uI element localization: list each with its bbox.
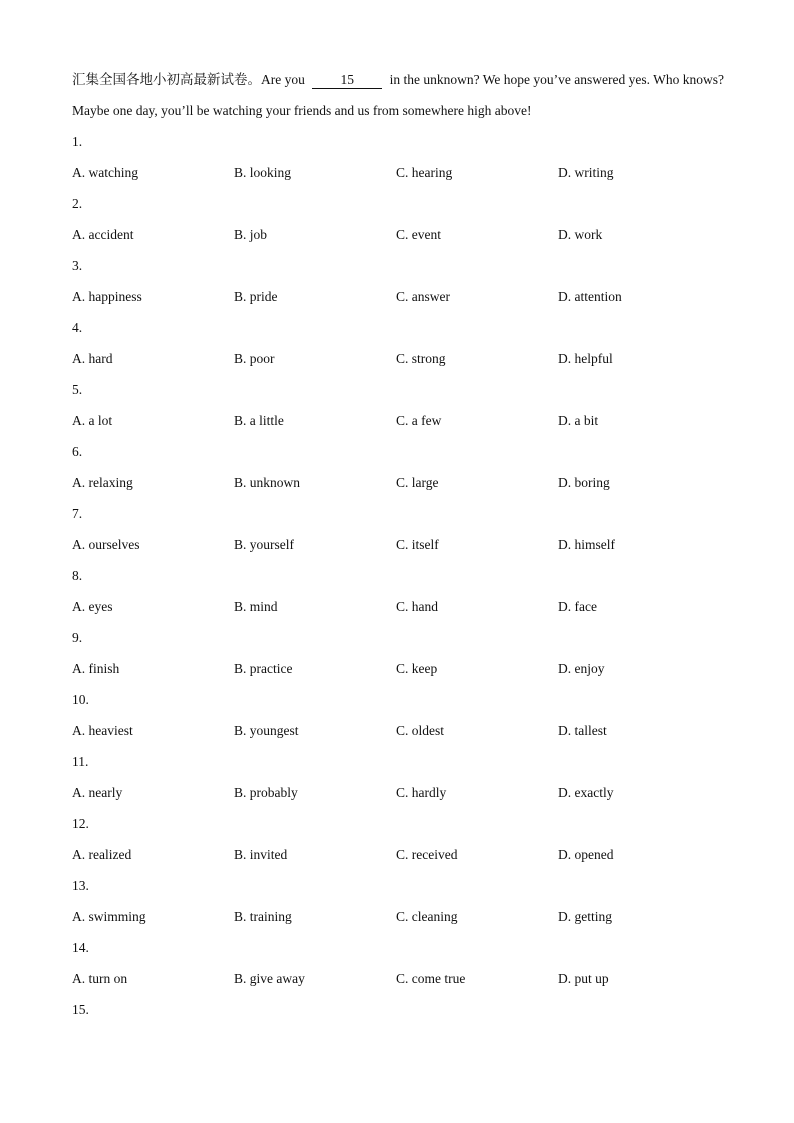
option-a: A. swimming bbox=[72, 909, 146, 924]
option-a: A. ourselves bbox=[72, 537, 140, 552]
option-c: C. hardly bbox=[396, 785, 447, 800]
option-d: D. boring bbox=[558, 475, 610, 490]
option-b: B. mind bbox=[234, 599, 278, 614]
question-item bbox=[72, 746, 732, 808]
question-item bbox=[72, 250, 732, 312]
question-number: 11. bbox=[72, 754, 89, 769]
option-d: D. enjoy bbox=[558, 661, 605, 676]
question-item bbox=[72, 498, 732, 560]
option-d: D. a bit bbox=[558, 413, 599, 428]
option-row bbox=[72, 839, 732, 870]
option-a: A. nearly bbox=[72, 785, 123, 800]
option-b: B. invited bbox=[234, 847, 288, 862]
option-b: B. give away bbox=[234, 971, 305, 986]
question-number: 2. bbox=[72, 196, 83, 211]
option-c: C. event bbox=[396, 227, 441, 242]
option-d: D. work bbox=[558, 227, 603, 242]
option-row bbox=[72, 467, 732, 498]
option-b: B. looking bbox=[234, 165, 292, 180]
option-row bbox=[72, 405, 732, 436]
question-number: 3. bbox=[72, 258, 83, 273]
question-item bbox=[72, 126, 732, 188]
option-a: A. relaxing bbox=[72, 475, 133, 490]
question-item bbox=[72, 932, 732, 994]
question-number: 9. bbox=[72, 630, 83, 645]
passage-text-after-blank: in the unknown? We hope you’ve answered yes. Who knows? Maybe one day, you’ll be watching your friends and us from somewhere high above! bbox=[72, 72, 724, 118]
option-b: B. probably bbox=[234, 785, 298, 800]
option-row bbox=[72, 529, 732, 560]
option-c: C. oldest bbox=[396, 723, 445, 738]
option-row bbox=[72, 281, 732, 312]
option-d: D. put up bbox=[558, 971, 609, 986]
option-row bbox=[72, 901, 732, 932]
option-c: C. large bbox=[396, 475, 439, 490]
option-c: C. strong bbox=[396, 351, 446, 366]
option-row bbox=[72, 343, 732, 374]
passage-text-before-blank: 汇集全国各地小初高最新试卷。Are you bbox=[72, 72, 305, 87]
option-row bbox=[72, 591, 732, 622]
question-number: 8. bbox=[72, 568, 83, 583]
option-d: D. face bbox=[558, 599, 597, 614]
blank-15: 15 bbox=[312, 72, 382, 89]
option-a: A. heaviest bbox=[72, 723, 133, 738]
option-row bbox=[72, 963, 732, 994]
option-d: D. himself bbox=[558, 537, 615, 552]
question-item bbox=[72, 374, 732, 436]
option-b: B. job bbox=[234, 227, 268, 242]
option-b: B. training bbox=[234, 909, 292, 924]
question-number: 7. bbox=[72, 506, 83, 521]
passage-text bbox=[72, 64, 732, 126]
option-d: D. getting bbox=[558, 909, 612, 924]
question-number: 6. bbox=[72, 444, 83, 459]
option-row bbox=[72, 157, 732, 188]
question-list bbox=[72, 126, 732, 1025]
question-item bbox=[72, 560, 732, 622]
option-c: C. answer bbox=[396, 289, 450, 304]
question-number: 13. bbox=[72, 878, 89, 893]
option-b: B. pride bbox=[234, 289, 278, 304]
question-item bbox=[72, 870, 732, 932]
question-item bbox=[72, 994, 732, 1025]
option-b: B. poor bbox=[234, 351, 275, 366]
question-number: 4. bbox=[72, 320, 83, 335]
option-a: A. realized bbox=[72, 847, 132, 862]
option-a: A. turn on bbox=[72, 971, 128, 986]
question-item bbox=[72, 622, 732, 684]
option-d: D. writing bbox=[558, 165, 614, 180]
option-b: B. practice bbox=[234, 661, 293, 676]
option-a: A. watching bbox=[72, 165, 138, 180]
option-b: B. yourself bbox=[234, 537, 294, 552]
option-b: B. a little bbox=[234, 413, 284, 428]
option-c: C. hand bbox=[396, 599, 438, 614]
question-item bbox=[72, 684, 732, 746]
option-a: A. eyes bbox=[72, 599, 113, 614]
exam-page bbox=[72, 64, 732, 1025]
question-item bbox=[72, 436, 732, 498]
option-a: A. happiness bbox=[72, 289, 142, 304]
option-c: C. a few bbox=[396, 413, 442, 428]
option-b: B. youngest bbox=[234, 723, 299, 738]
option-a: A. accident bbox=[72, 227, 134, 242]
question-number: 1. bbox=[72, 134, 83, 149]
question-item bbox=[72, 312, 732, 374]
question-number: 10. bbox=[72, 692, 89, 707]
question-item bbox=[72, 188, 732, 250]
option-c: C. itself bbox=[396, 537, 439, 552]
question-number: 12. bbox=[72, 816, 89, 831]
option-row bbox=[72, 653, 732, 684]
option-c: C. received bbox=[396, 847, 458, 862]
option-c: C. come true bbox=[396, 971, 466, 986]
option-d: D. attention bbox=[558, 289, 622, 304]
option-row bbox=[72, 777, 732, 808]
option-a: A. hard bbox=[72, 351, 113, 366]
option-d: D. helpful bbox=[558, 351, 613, 366]
option-row bbox=[72, 219, 732, 250]
option-d: D. exactly bbox=[558, 785, 614, 800]
option-b: B. unknown bbox=[234, 475, 301, 490]
option-row bbox=[72, 715, 732, 746]
option-c: C. cleaning bbox=[396, 909, 458, 924]
option-d: D. opened bbox=[558, 847, 614, 862]
question-number: 15. bbox=[72, 1002, 89, 1017]
option-a: A. a lot bbox=[72, 413, 113, 428]
option-a: A. finish bbox=[72, 661, 120, 676]
question-item bbox=[72, 808, 732, 870]
question-number: 14. bbox=[72, 940, 89, 955]
option-c: C. hearing bbox=[396, 165, 453, 180]
option-c: C. keep bbox=[396, 661, 438, 676]
option-d: D. tallest bbox=[558, 723, 607, 738]
question-number: 5. bbox=[72, 382, 83, 397]
